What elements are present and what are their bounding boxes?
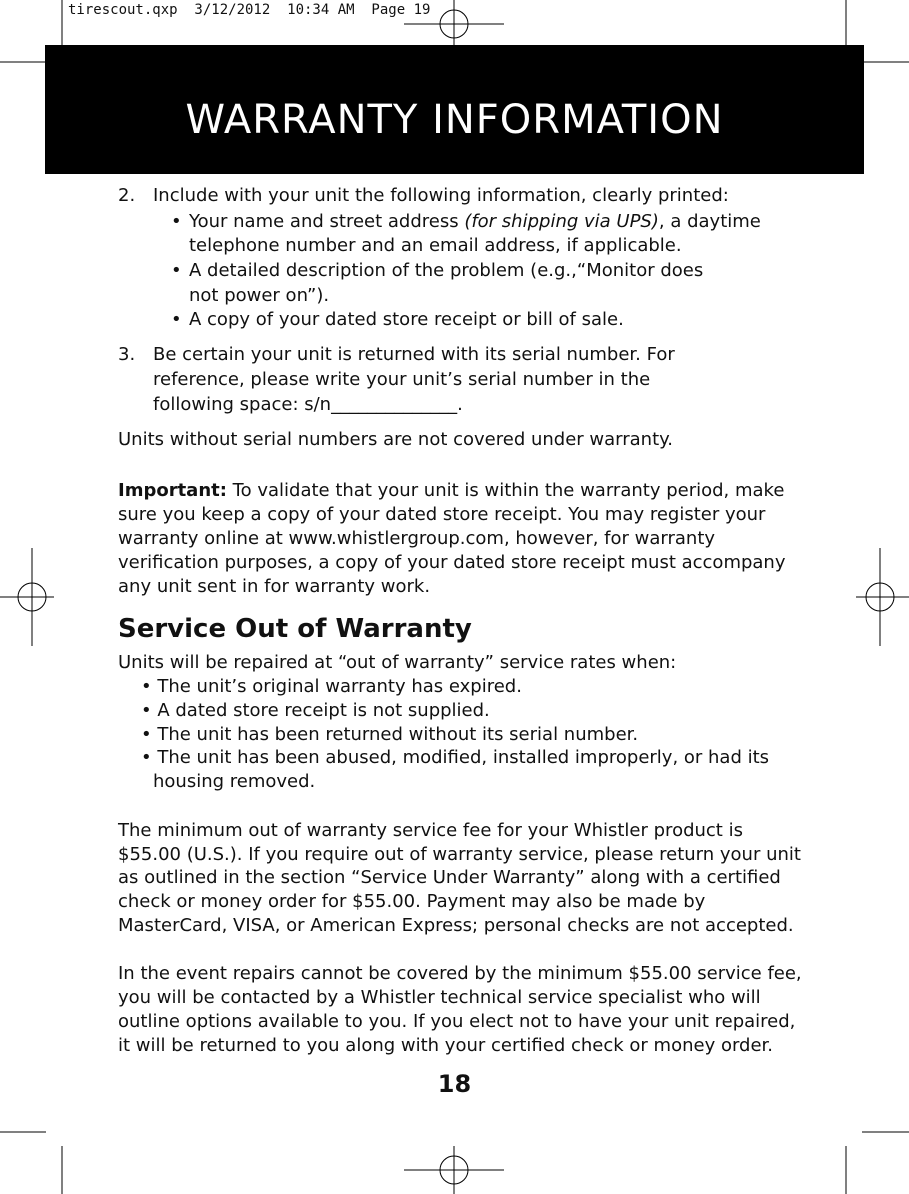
bullet-text: A detailed description of the problem (e.g.,“Monitor does: [189, 260, 704, 281]
event-line: outline options available to you. If you elect not to have your unit repaired,: [118, 1011, 796, 1032]
item-text: Include with your unit the following information, clearly printed:: [153, 185, 729, 206]
file-slug: tirescout.qxp 3/12/2012 10:34 AM Page 19: [68, 2, 431, 18]
page-number: 18: [437, 1070, 472, 1098]
page-title: WARRANTY INFORMATION: [185, 96, 724, 143]
bullet: •: [171, 309, 182, 330]
bullet: •: [171, 211, 182, 232]
fee-line: check or money order for $55.00. Payment may also be made by: [118, 891, 706, 912]
list-item: • The unit has been abused, modified, installed improperly, or had its: [141, 747, 770, 768]
important-label: Important:: [118, 480, 227, 501]
fee-line: The minimum out of warranty service fee for your Whistler product is: [118, 820, 743, 841]
list-item: • The unit’s original warranty has expired.: [141, 676, 522, 697]
list-item: • A dated store receipt is not supplied.: [141, 700, 490, 721]
registration-mark-bottom: [404, 1146, 504, 1194]
important-line: any unit sent in for warranty work.: [118, 576, 431, 597]
important-line: warranty online at www.whistlergroup.com, however, for warranty: [118, 528, 716, 549]
bullet-text-cont: not power on”).: [189, 285, 330, 306]
page-banner: [45, 45, 864, 174]
no-serial-note: Units without serial numbers are not covered under warranty.: [118, 429, 673, 450]
fee-line: MasterCard, VISA, or American Express; personal checks are not accepted.: [118, 915, 794, 936]
list-item: • The unit has been returned without its serial number.: [141, 724, 639, 745]
registration-mark-right: [856, 548, 909, 646]
item-number: 3.: [118, 344, 136, 365]
important-line: Important: To validate that your unit is within the warranty period, make: [118, 480, 785, 501]
bullet-text: A copy of your dated store receipt or bill of sale.: [189, 309, 624, 330]
event-line: it will be returned to you along with your certified check or money order.: [118, 1035, 774, 1056]
item-text: reference, please write your unit’s serial number in the: [153, 369, 651, 390]
important-line: sure you keep a copy of your dated store receipt. You may register your: [118, 504, 766, 525]
important-line: verification purposes, a copy of your dated store receipt must accompany: [118, 552, 786, 573]
fee-line: $55.00 (U.S.). If you require out of warranty service, please return your unit: [118, 844, 801, 865]
fee-line: as outlined in the section “Service Under Warranty” along with a certified: [118, 867, 781, 888]
registration-mark-left: [0, 548, 54, 646]
section-intro: Units will be repaired at “out of warranty” service rates when:: [118, 652, 677, 673]
event-line: you will be contacted by a Whistler technical service specialist who will: [118, 987, 761, 1008]
item-number: 2.: [118, 185, 136, 206]
item-text: Be certain your unit is returned with its serial number. For: [153, 344, 675, 365]
event-line: In the event repairs cannot be covered by the minimum $55.00 service fee,: [118, 963, 802, 984]
section-heading: Service Out of Warranty: [118, 614, 472, 644]
bullet: •: [171, 260, 182, 281]
bullet-text: Your name and street address (for shipping via UPS), a daytime: [189, 211, 761, 232]
list-item-cont: housing removed.: [153, 771, 316, 792]
bullet-text-cont: telephone number and an email address, if applicable.: [189, 235, 682, 256]
item-text: following space: s/n______________.: [153, 394, 463, 415]
